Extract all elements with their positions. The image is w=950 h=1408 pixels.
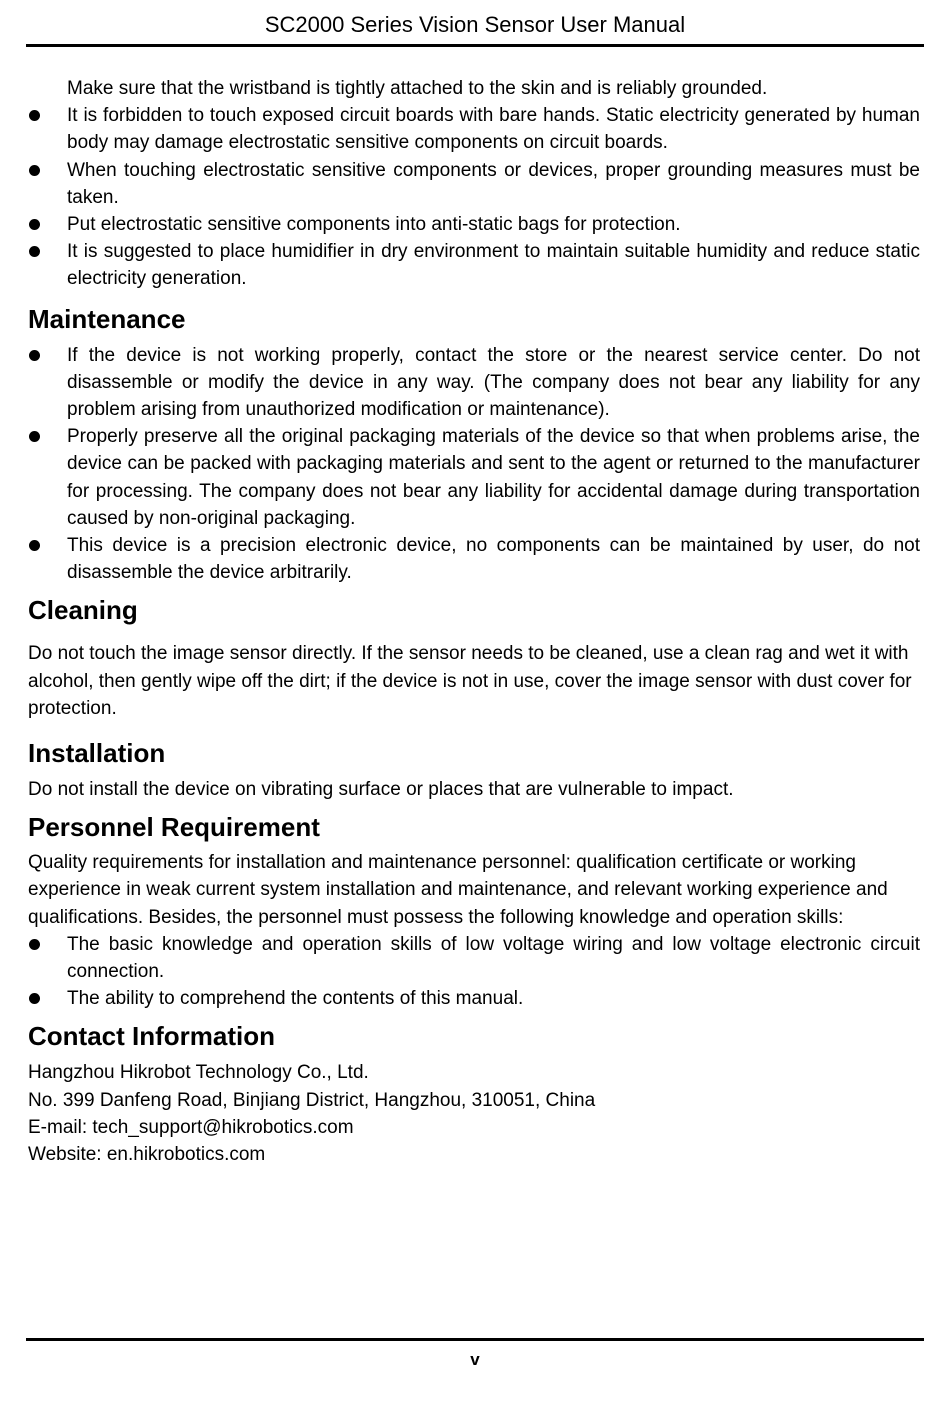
maintenance-heading: Maintenance xyxy=(28,303,186,334)
contact-heading: Contact Information xyxy=(28,1021,275,1052)
list-item: It is forbidden to touch exposed circuit boards with bare hands. Static electricity generated by human body may damage electrostatic sensitive components on circuit boards. xyxy=(28,102,920,156)
list-item: Properly preserve all the original packaging materials of the device so that when problems arise, the device can be packed with packaging materials and sent to the agent or returned to the manufacturer for processing. The company does not bear any liability for accidental damage during transportation caused by non-original packaging. xyxy=(28,423,920,532)
installation-heading: Installation xyxy=(28,738,166,769)
maintenance-bullet-list xyxy=(28,342,920,587)
personnel-bullet-list xyxy=(28,931,920,1013)
personnel-heading: Personnel Requirement xyxy=(28,812,320,843)
running-header: SC2000 Series Vision Sensor User Manual xyxy=(264,12,686,37)
header-rule xyxy=(26,44,924,47)
contact-company: Hangzhou Hikrobot Technology Co., Ltd. xyxy=(28,1062,369,1084)
esd-continuation-text: Make sure that the wristband is tightly attached to the skin and is reliably grounded. xyxy=(67,78,768,99)
list-item: If the device is not working properly, contact the store or the nearest service center. Do not disassemble or modify the device in any way. (The company does not bear any liability for any problem arising from unauthorized modification or maintenance). xyxy=(28,342,920,424)
list-item: The basic knowledge and operation skills of low voltage wiring and low voltage electronic circuit connection. xyxy=(28,931,920,985)
page-number: v xyxy=(470,1350,480,1369)
contact-address: No. 399 Danfeng Road, Binjiang District, Hangzhou, 310051, China xyxy=(28,1089,596,1111)
contact-email: E-mail: tech_support@hikrobotics.com xyxy=(28,1116,354,1138)
personnel-paragraph: Quality requirements for installation and maintenance personnel: qualification certificate or working experience in weak current system installation and maintenance, and relevant working experience and qualifications. Besides, the personnel must possess the following knowledge and operation skills: xyxy=(28,852,888,928)
list-item: The ability to comprehend the contents of this manual. xyxy=(28,985,920,1012)
esd-bullet-list xyxy=(28,102,920,292)
list-item: Put electrostatic sensitive components into anti-static bags for protection. xyxy=(28,211,920,238)
contact-website: Website: en.hikrobotics.com xyxy=(28,1144,266,1166)
page-content xyxy=(28,75,920,1168)
installation-paragraph: Do not install the device on vibrating surface or places that are vulnerable to impact. xyxy=(28,779,734,801)
list-item: This device is a precision electronic device, no components can be maintained by user, do not disassemble the device arbitrarily. xyxy=(28,532,920,586)
cleaning-paragraph: Do not touch the image sensor directly. If the sensor needs to be cleaned, use a clean rag and wet it with alcohol, then gently wipe off the dirt; if the device is not in use, cover the image sensor with dust cover for protection. xyxy=(28,643,912,719)
list-item: When touching electrostatic sensitive components or devices, proper grounding measures must be taken. xyxy=(28,157,920,211)
footer-rule xyxy=(26,1338,924,1341)
list-item: It is suggested to place humidifier in dry environment to maintain suitable humidity and reduce static electricity generation. xyxy=(28,238,920,292)
cleaning-heading: Cleaning xyxy=(28,595,138,626)
